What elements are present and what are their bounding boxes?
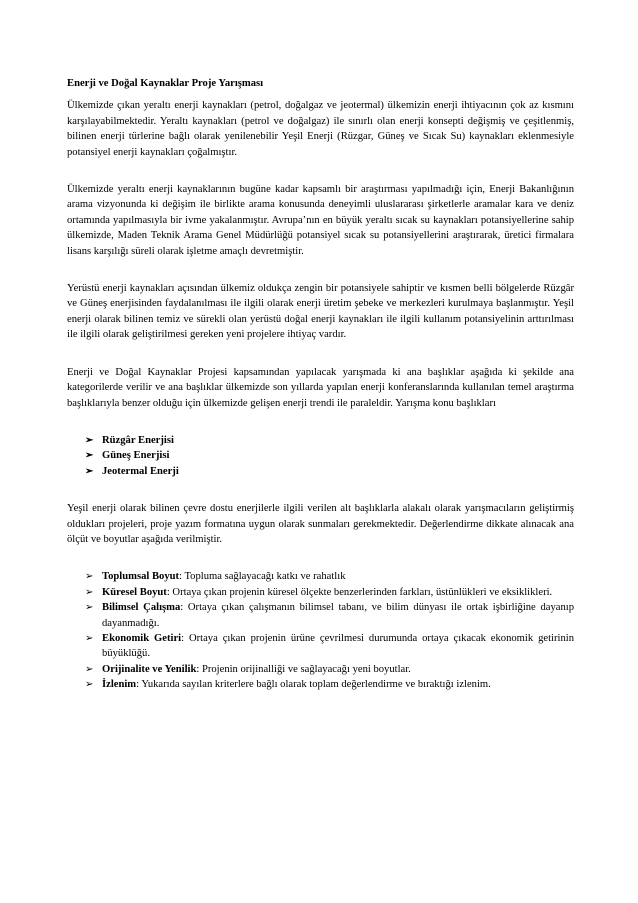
arrow-bullet-icon: ➢ <box>85 663 94 675</box>
criterion-text: : Topluma sağlayacağı katkı ve rahatlık <box>179 571 346 583</box>
list-item <box>85 600 574 631</box>
criterion-term: Orijinalite ve Yenilik <box>102 663 197 675</box>
criterion-text: : Ortaya çıkan çalışmanın bilimsel tabanı, ve bilim dünyası ile ortak işbirliğine dayanıp dayanmadığı. <box>102 602 574 629</box>
criterion-text: : Projenin orijinalliği ve sağlayacağı yeni boyutlar. <box>196 663 411 675</box>
topic-label: Güneş Enerjisi <box>102 450 170 462</box>
topic-label: Jeotermal Enerji <box>102 465 179 477</box>
topic-label: Rüzgâr Enerjisi <box>102 434 174 446</box>
list-item <box>85 631 574 662</box>
evaluation-intro: Yeşil enerji olarak bilinen çevre dostu enerjilerle ilgili verilen alt başlıklarla alakalı olarak yarışmacıların geliştirmiş oldukları projeleri, proje yazım formatına uygun olarak sunmaları gerekmektedir. Değerlendirme dikkate alınacak ana ölçüt ve boyutlar aşağıda verilmiştir. <box>67 503 574 545</box>
arrow-bullet-icon: ➢ <box>85 679 94 691</box>
criterion-term: Bilimsel Çalışma <box>102 602 181 614</box>
criteria-list <box>85 569 574 692</box>
list-item <box>85 569 574 584</box>
paragraph-4: Enerji ve Doğal Kaynaklar Projesi kapsamından yapılacak yarışmada ki ana başlıklar aşağıda ki şekilde ana kategorilerde verilir ve ana başlıklar ülkemizde son yıllarda yapılan enerji konferanslarında kullanılan temel araştırma başlıklarıyla benzer olduğu için ülkemizde gelişen enerji trendi ile paraleldir. Yarışma konu başlıkları <box>67 366 574 409</box>
criterion-text: : Ortaya çıkan projenin küresel ölçekte benzerlerinden farkları, üstünlükleri ve eksiklikleri. <box>166 586 553 598</box>
criterion-term: Küresel Boyut <box>102 586 167 598</box>
list-item <box>85 448 574 463</box>
criterion-term: Ekonomik Getiri <box>102 632 182 644</box>
list-item <box>85 585 574 600</box>
arrow-bullet-icon: ➢ <box>85 434 94 446</box>
criterion-term: İzlenim <box>102 679 137 691</box>
arrow-bullet-icon: ➢ <box>85 571 94 583</box>
criterion-text: : Yukarıda sayılan kriterlere bağlı olarak toplam değerlendirme ve bıraktığı izlenim. <box>136 679 491 691</box>
paragraph-3: Yerüstü enerji kaynakları açısından ülkemiz oldukça zengin bir potansiyele sahiptir ve kısmen belli bölgelerde Rüzgâr ve Güneş enerjisinden faydalanılması ile ilgili olarak enerji üretim şebeke ve merkezleri kurulmaya başlanmıştır. Yeşil enerji olarak bilinen temiz ve sürekli olan yerüstü doğal enerji kaynakları ile ilgili kullanım potansiyelinin arttırılması ile ilgili olarak geliştirilmesi gereken yeni projelere ihtiyaç vardır. <box>67 283 574 341</box>
criterion-term: Toplumsal Boyut <box>102 571 180 583</box>
list-item <box>85 464 574 479</box>
topic-list <box>85 433 574 479</box>
arrow-bullet-icon: ➢ <box>85 586 94 598</box>
arrow-bullet-icon: ➢ <box>85 632 94 644</box>
arrow-bullet-icon: ➢ <box>85 602 94 614</box>
list-item <box>85 662 574 677</box>
document-title: Enerji ve Doğal Kaynaklar Proje Yarışması <box>67 78 264 89</box>
arrow-bullet-icon: ➢ <box>85 465 94 477</box>
arrow-bullet-icon: ➢ <box>85 450 94 462</box>
document-page <box>67 76 574 693</box>
paragraph-2: Ülkemizde yeraltı enerji kaynaklarının bugüne kadar kapsamlı bir araştırması yapılmadığı için, Enerji Bakanlığının arama vizyonunda ki değişim ile birlikte arama konusunda deneyimli uluslararası şirketlerle aramalar kara ve deniz ortamında yapılmasıyla bir ivme yakalanmıştır. Avrupa’nın en büyük yeraltı sıcak su kaynakları potansiyellerine sahip ülkemizde, Maden Teknik Arama Genel Müdürlüğü potansiyel sıcak su potansiyellerini araştırarak, üretici firmalara lisans karşılığı süreli olarak işletme amaçlı devretmiştir. <box>67 184 574 257</box>
list-item <box>85 677 574 692</box>
list-item <box>85 433 574 448</box>
criterion-text: : Ortaya çıkan projenin ürüne çevrilmesi durumunda ortaya çıkacak ekonomik getirinin büyüklüğü. <box>102 632 574 660</box>
paragraph-1: Ülkemizde çıkan yeraltı enerji kaynakları (petrol, doğalgaz ve jeotermal) ülkemizin enerji ihtiyacının çok az kısmını karşılayabilmektedir. Yeraltı kaynakları (petrol ve doğalgaz) ile sınırlı olan enerji konsepti değişmiş ve çeşitlenmiş, bilinen enerji türlerine bağlı olarak yenilenebilir Yeşil Enerji (Rüzgar, Güneş ve Sıcak Su) kaynakları eklenmesiyle potansiyel enerji kaynakları çoğalmıştır. <box>67 100 574 158</box>
